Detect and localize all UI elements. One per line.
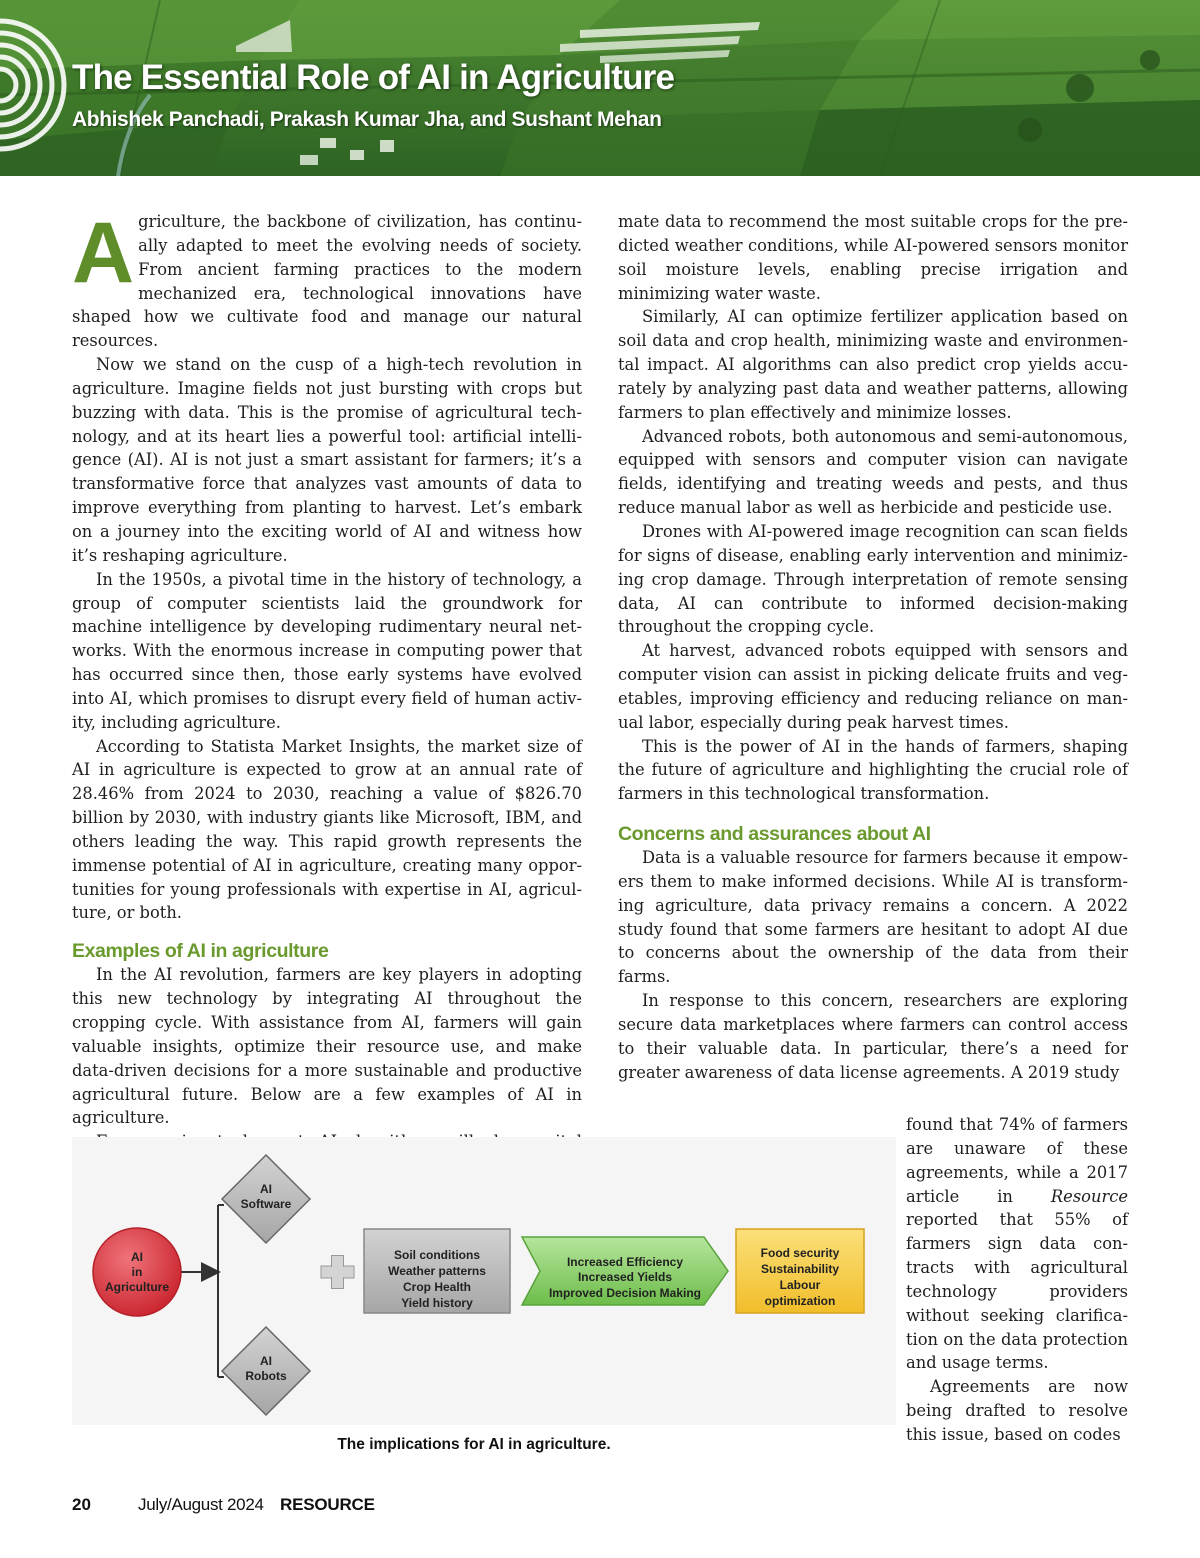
input-item: Crop Health xyxy=(402,1280,472,1294)
plus-icon xyxy=(321,1256,354,1289)
goal-item: Labour xyxy=(779,1278,821,1292)
section-heading-concerns: Concerns and assurances about AI xyxy=(618,823,931,846)
robots-label: AI xyxy=(260,1354,272,1368)
goal-item: optimization xyxy=(764,1294,836,1308)
paragraph: In the 1950s, a pivotal time in the history of technology, a group of computer scientists laid the groundwork for machine intelligence by developing rudimentary neural networks. With the enormous increase in computing power that has occurred since then, those early systems have evolved into AI, which promises to disrupt every field of human activity, including agriculture. xyxy=(72,569,582,732)
column-narrow xyxy=(906,1113,1128,1447)
column-left xyxy=(72,205,582,1202)
outcome-item: Improved Decision Making xyxy=(548,1286,702,1300)
paragraph: Now we stand on the cusp of a high-tech revolution in agriculture. Imagine fields not just bursting with crops but buzzing with data. This is the promise of agricultural technology, and at its heart lies a powerful tool: artificial intelligence (AI). AI is not just a smart assistant for farmers; it’s a transformative force that analyzes vast amounts of data to improve everything from planting to harvest. Let’s embark on a journey into the exciting world of AI and witness how it’s reshaping agriculture. xyxy=(72,355,582,565)
software-label: AI xyxy=(260,1182,272,1196)
issue-date: July/August 2024 xyxy=(138,1495,264,1514)
page-number: 20 xyxy=(72,1495,91,1514)
article-authors: Abhishek Panchadi, Prakash Kumar Jha, and Sushant Mehan xyxy=(72,108,662,131)
paragraph-continued xyxy=(906,1113,1128,1375)
paragraph: Advanced robots, both autonomous and semi-autonomous, equipped with sensors and computer vision can navigate fields, identifying and treating weeds and pests, and thus reduce manual labor as well as herbicide and pesticide use. xyxy=(618,426,1128,518)
paragraph: Similarly, AI can optimize fertilizer application based on soil data and crop health, minimizing waste and environmental impact. AI algorithms can also predict crop yields accurately by analyzing past data and weather patterns, allowing farmers to plan effectively and minimize losses. xyxy=(618,307,1128,422)
outcome-item: Increased Efficiency xyxy=(566,1255,684,1269)
paragraph: At harvest, advanced robots equipped with sensors and computer vision can assist in picking delicate fruits and vegetables, improving efficiency and reducing reliance on manual labor, especially during peak harvest times. xyxy=(618,641,1128,732)
paragraph: Data is a valuable resource for farmers because it empowers them to make informed decisions. While AI is transforming agriculture, data privacy remains a concern. A 2022 study found that some farmers are hesitant to adopt AI due to concerns about the ownership of the data from their farms. xyxy=(618,848,1128,987)
italic-resource: Resource xyxy=(1050,1186,1128,1206)
ai-implications-diagram xyxy=(72,1137,896,1425)
circle-label: Agriculture xyxy=(104,1280,170,1294)
paragraph: Agreements are now being drafted to resolve this issue, based on codes xyxy=(906,1377,1128,1444)
robots-label: Robots xyxy=(245,1369,287,1383)
intro-text: griculture, the backbone of civilization, has continually adapted to meet the evolving needs of society. From ancient farming practices to the modern mechanized era, technological innovations have shaped how we cultivate food and manage our natural resources. xyxy=(72,212,582,351)
input-item: Soil conditions xyxy=(394,1248,480,1262)
intro-paragraph xyxy=(72,205,582,353)
header-banner xyxy=(0,0,1200,176)
paragraph: This is the power of AI in the hands of farmers, shaping the future of agriculture and highlighting the crucial role of farmers in this technological transformation. xyxy=(618,736,1128,804)
paragraph: mate data to recommend the most suitable crops for the predicted weather conditions, while AI-powered sensors monitor soil moisture levels, enabling precise irrigation and minimizing water waste. xyxy=(618,212,1128,303)
column-right xyxy=(618,210,1128,1085)
figure-caption: The implications for AI in agriculture. xyxy=(337,1436,611,1453)
magazine-name: RESOURCE xyxy=(280,1495,375,1514)
paragraph: In response to this concern, researchers are exploring secure data marketplaces where farmers can control access to their valuable data. In particular, there’s a need for greater awareness of data license agreements. A 2019 study xyxy=(618,991,1128,1082)
input-item: Yield history xyxy=(401,1296,473,1310)
paragraph: According to Statista Market Insights, the market size of AI in agriculture is expected to grow at an annual rate of 28.46% from 2024 to 2030, reaching a value of $826.70 billion by 2030, with industry giants like Microsoft, IBM, and others leading the way. This rapid growth represents the immense potential of AI in agriculture, creating many opportunities for young professionals with expertise in AI, agriculture, or both. xyxy=(72,736,582,923)
circle-label: in xyxy=(131,1265,143,1279)
figure-diagram xyxy=(72,1137,896,1425)
section-heading-examples: Examples of AI in agriculture xyxy=(72,940,329,963)
goal-item: Sustainability xyxy=(760,1262,840,1276)
circle-label: AI xyxy=(131,1250,143,1264)
text-span: reported that 55% of farmers sign data contracts with agricultural technology providers without seeking clarification on the data protection and usage terms. xyxy=(906,1210,1128,1373)
paragraph: Drones with AI-powered image recognition can scan fields for signs of disease, enabling early intervention and minimizing crop damage. Through interpretation of remote sensing data, AI can contribute to informed decision-making throughout the cropping cycle. xyxy=(618,521,1128,637)
paragraph: In the AI revolution, farmers are key players in adopting this new technology by integrating AI throughout the cropping cycle. With assistance from AI, farmers will gain valuable insights, optimize their resource use, and make data-driven decisions for a more sustainable and productive agricultural future. Below are a few examples of AI in agriculture. xyxy=(72,965,582,1128)
input-item: Weather patterns xyxy=(388,1264,486,1278)
software-label: Software xyxy=(240,1197,292,1211)
text-span: found that 74% of farmers are unaware of these agreements, while a 2017 article in xyxy=(906,1115,1128,1206)
outcome-item: Increased Yields xyxy=(577,1270,673,1284)
goal-item: Food security xyxy=(760,1246,840,1260)
article-title: The Essential Role of AI in Agriculture xyxy=(72,58,675,97)
drop-cap: A xyxy=(72,205,135,301)
